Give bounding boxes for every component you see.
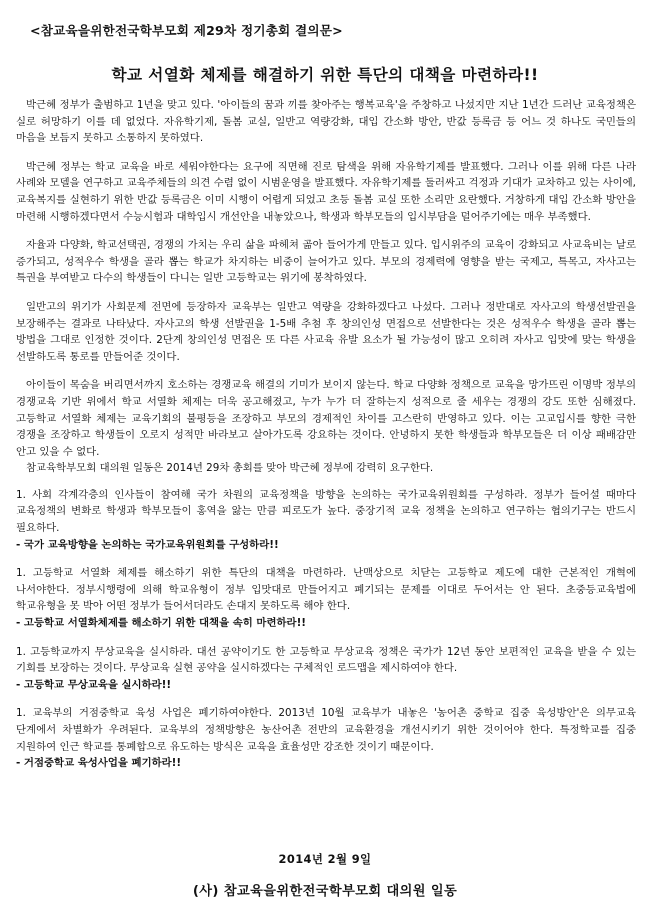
demand-4-slogan: - 거점중학교 육성사업을 폐기하라!! — [16, 757, 182, 770]
body-paragraph-5: 아이들이 목숨을 버리면서까지 호소하는 경쟁교육 해결의 기미가 보이지 않는다. 학교 다양화 정책으로 교육을 망가뜨린 이명박 정부의 경쟁교육 기반 위에서 학교 서열화 체제는 더욱 공고해졌고, 누가 누가 더 잘하는지 성적으로 줄 세우는 경쟁의 강도 또한 심해졌다. 고등학교 서열화 체제는 교육기회의 불평등을 조장하고 부모의 경제적인 차이를 고스란히 반영하고 있다. 이는 고교입시를 향한 극한 경쟁을 조장하고 학생들이 오로지 성적만 바라보고 살아가도록 강요하는 것이다. 안녕하지 못한 학생들과 학부모들은 더 이상 패배감만 안고 있을 수 없다. — [16, 379, 636, 458]
demand-4 — [16, 705, 636, 771]
demand-4-text: 1. 교육부의 거점중학교 육성 사업은 폐기하여야한다. 2013년 10월 교육부가 내놓은 '농어촌 중학교 집중 육성방안'은 의무교육 단계에서 차별화가 우려된다. 교육부의 정책방향은 농산어촌 전반의 교육환경을 개선시키기 위한 것이어야 한다. 특정학교를 집중 지원하여 인근 학교를 통폐합으로 유도하는 방식은 교육을 효율성만 강조한 것이기 때문이다. — [16, 707, 636, 753]
demand-3 — [16, 644, 636, 694]
demand-1-slogan: - 국가 교육방향을 논의하는 국가교육위원회를 구성하라!! — [16, 538, 279, 551]
document-body — [16, 97, 636, 784]
meeting-header: <참교육을위한전국학부모회 제29차 정기총회 결의문> — [30, 23, 343, 38]
demand-3-text: 1. 고등학교까지 무상교육을 실시하라. 대선 공약이기도 한 고등학교 무상교육 정책은 국가가 12년 동안 보편적인 교육을 받을 수 있는 기회를 보장하는 것이다. 무상교육 실현 공약을 실시하겠다는 구체적인 로드맵을 제시하여야 한다. — [16, 645, 636, 675]
body-paragraph-1: 박근혜 정부가 출범하고 1년을 맞고 있다. '아이들의 꿈과 끼를 찾아주는 행복교육'을 주창하고 나섰지만 지난 1년간 드러난 교육정책은 실로 허망하기 이를 데 없었다. 자유학기제, 돌봄 교실, 일반고 역량강화, 대입 간소화 방안, 반값 등록금 등 어느 것 하나도 국민들의 마음을 보듬지 못하고 소통하지 못하였다. — [16, 99, 636, 145]
demand-2 — [16, 565, 636, 631]
demand-3-slogan: - 고등학교 무상교육을 실시하라!! — [16, 678, 172, 691]
document-title: 학교 서열화 체제를 해결하기 위한 특단의 대책을 마련하라!! — [111, 66, 539, 84]
body-paragraph-3: 자율과 다양화, 학교선택권, 경쟁의 가치는 우리 삶을 파헤쳐 곪아 들어가게 만들고 있다. 입시위주의 교육이 강화되고 사교육비는 날로 증가되고, 성적우수 학생을 골라 뽑는 학교가 차지하는 비중이 늘어가고 있다. 부모의 경제력에 영향을 받는 국제고, 특목고, 자사고는 특권을 부여받고 다수의 학생들이 다니는 일반 고등학교는 위기에 봉착하였다. — [16, 239, 636, 285]
demand-2-slogan: - 고등학교 서열화체제를 해소하기 위한 대책을 속히 마련하라!! — [16, 617, 307, 630]
document-signature: (사) 참교육을위한전국학부모회 대의원 일동 — [192, 884, 458, 899]
demand-1 — [16, 487, 636, 553]
body-paragraph-2: 박근혜 정부는 학교 교육을 바로 세워야한다는 요구에 직면해 진로 탐색을 위해 자유학기제를 발표했다. 그러나 이를 위해 다른 나라 사례와 모델을 연구하고 교육주체들의 의견 수렴 없이 시범운영을 발표했다. 자유학기제를 둘러싸고 걱정과 기대가 교차하고 있는 사이에, 교육복지를 실현하기 위한 반값 등록금은 이미 시행이 어렵게 되었고 초등 돌봄 교실 또한 소리만 요란했다. 거창하게 대입 간소화 방안을 마련해 시행하겠다면서 수능시험과 대학입시 개선안을 내놓았으나, 학생과 학부모들의 입시부담을 덜어주기에는 매우 부족했다. — [16, 160, 636, 223]
demand-1-text: 1. 사회 각계각층의 인사들이 참여해 국가 차원의 교육정책을 방향을 논의하는 국가교육위원회를 구성하라. 정부가 들어설 때마다 교육정책의 변화로 학생과 학부모들이 홍역을 앓는 만큼 피로도가 높다. 중장기적 교육 정책을 논의하고 연구하는 협의기구는 반드시 필요하다. — [16, 488, 636, 535]
demand-intro: 참교육학부모회 대의원 일동은 2014년 29차 총회를 맞아 박근혜 정부에 강력히 요구한다. — [26, 462, 434, 475]
body-paragraph-4: 일반고의 위기가 사회문제 전면에 등장하자 교육부는 일반고 역량을 강화하겠다고 나섰다. 그러나 정반대로 자사고의 학생선발권을 보장해주는 결과로 나타났다. 자사고의 학생 선발권을 1-5배 추첨 후 창의인성 면접으로 선발한다는 것은 성적우수 학생을 골라 뽑는 방법을 그대로 인정한 것이다. 2단계 창의인성 면접은 또 다른 사교육 유발 요소가 될 가능성이 많고 오히려 자사고 입맛에 맞는 학생을 선발하도록 통로를 만들어준 것이다. — [16, 300, 636, 363]
document-date: 2014년 2월 9일 — [278, 852, 372, 866]
demand-2-text: 1. 고등학교 서열화 체제를 해소하기 위한 특단의 대책을 마련하라. 난맥상으로 치닫는 고등학교 제도에 대한 근본적인 개혁에 나서야한다. 정부시행령에 의해 학교유형이 정부 입맛대로 만들어지고 폐기되는 문제를 이대로 두어서는 안 된다. 초중등교육법에 학교유형을 못 박아 어떤 정부가 들어서더라도 손대지 못하도록 해야 한다. — [16, 567, 636, 613]
